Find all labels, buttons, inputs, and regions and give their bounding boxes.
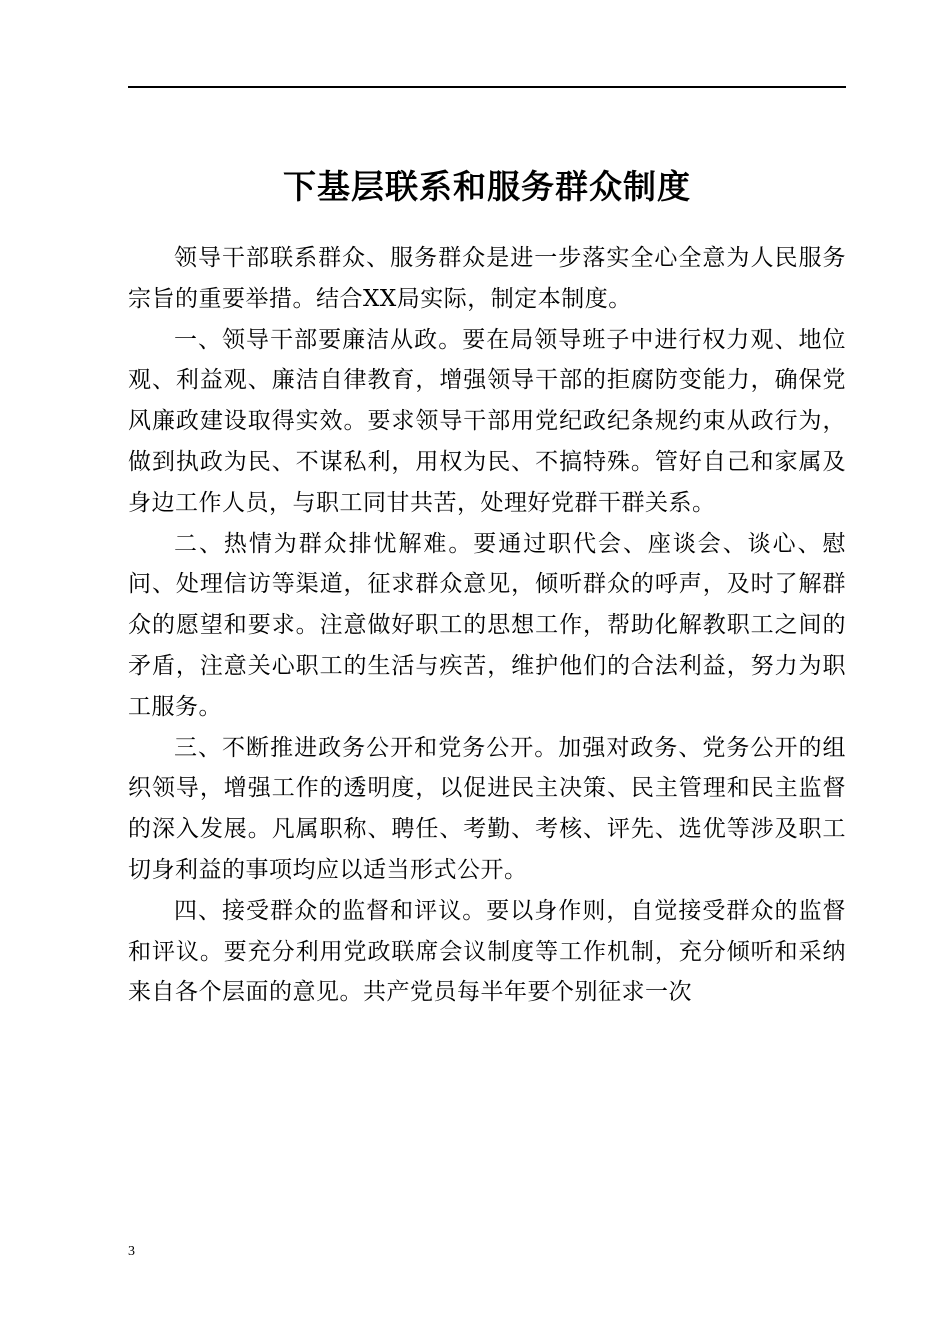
- section-4-paragraph: 四、接受群众的监督和评议。要以身作则，自觉接受群众的监督和评议。要充分利用党政联席会议制度等工作机制，充分倾听和采纳来自各个层面的意见。共产党员每半年要个别征求一次: [128, 897, 846, 1006]
- page-number: 3: [128, 1244, 135, 1259]
- document-title: 下基层联系和服务群众制度: [283, 167, 691, 206]
- section-2-paragraph: 二、热情为群众排忧解难。要通过职代会、座谈会、谈心、慰问、处理信访等渠道，征求群众意见，倾听群众的呼声，及时了解群众的愿望和要求。注意做好职工的思想工作，帮助化解教职工之间的矛盾，注意关心职工的生活与疾苦，维护他们的合法利益，努力为职工服务。: [128, 530, 846, 720]
- intro-paragraph: 领导干部联系群众、服务群众是进一步落实全心全意为人民服务宗旨的重要举措。结合XX局实际，制定本制度。: [128, 245, 846, 312]
- header-rule: [128, 86, 846, 88]
- document-body: [128, 238, 846, 1013]
- section-3-paragraph: 三、不断推进政务公开和党务公开。加强对政务、党务公开的组织领导，增强工作的透明度，以促进民主决策、民主管理和民主监督的深入发展。凡属职称、聘任、考勤、考核、评先、选优等涉及职工切身利益的事项均应以适当形式公开。: [128, 734, 846, 883]
- section-1-paragraph: 一、领导干部要廉洁从政。要在局领导班子中进行权力观、地位观、利益观、廉洁自律教育，增强领导干部的拒腐防变能力，确保党风廉政建设取得实效。要求领导干部用党纪政纪条规约束从政行为，做到执政为民、不谋私利，用权为民、不搞特殊。管好自己和家属及身边工作人员，与职工同甘共苦，处理好党群干群关系。: [128, 326, 846, 516]
